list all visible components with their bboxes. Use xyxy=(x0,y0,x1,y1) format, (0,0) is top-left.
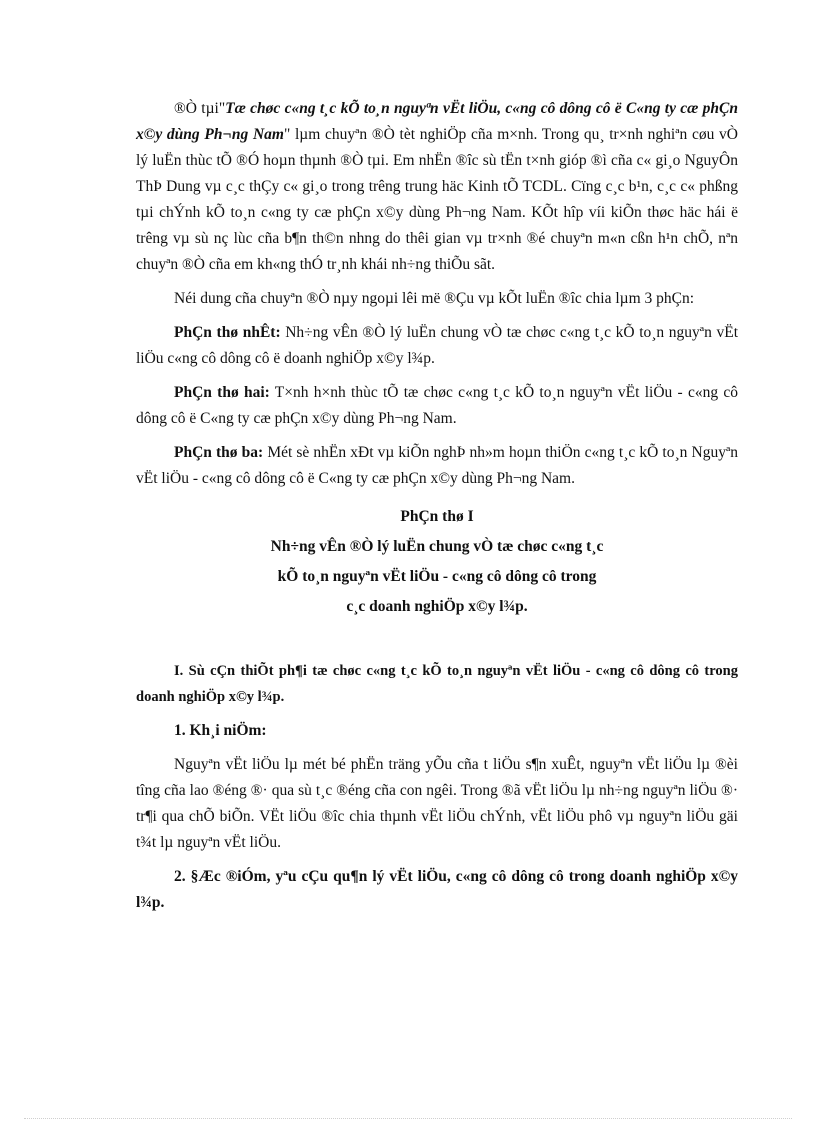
thesis-title: Tæ chøc c«ng t¸c kÕ to¸n nguyªn vËt liÖu, c«ng cô dông cô ë C«ng ty cæ phÇn x©y dùng Ph¬ng Nam xyxy=(136,100,739,143)
part-3-label: PhÇn thø ba: xyxy=(174,444,264,461)
structure-intro: Néi dung cña chuyªn ®Ò nµy ngoµi lêi më ®Çu vµ kÕt luËn ®îc chia lµm 3 phÇn: xyxy=(174,290,695,307)
part-2-label: PhÇn thø hai: xyxy=(174,384,270,401)
part-1 xyxy=(136,320,738,372)
subsection-2-heading: 2. §Æc ®iÓm, yªu cÇu qu¶n lý vËt liÖu, c«ng cô dông cô trong doanh nghiÖp x©y l¾p. xyxy=(136,868,738,911)
part-1-label: PhÇn thø nhÊt: xyxy=(174,324,281,341)
subsection-1-heading: 1. Kh¸i niÖm: xyxy=(174,722,267,739)
part-2-text: T×nh h×nh thùc tÕ tæ chøc c«ng t¸c kÕ to¸n nguyªn vËt liÖu - c«ng cô dông cô ë C«ng ty cæ phÇn x©y dùng Ph¬ng Nam. xyxy=(136,384,738,427)
intro-paragraph xyxy=(136,96,738,278)
chapter-title-line-2: kÕ to¸n nguyªn vËt liÖu - c«ng cô dông cô trong xyxy=(277,568,597,585)
section-1-heading: I. Sù cÇn thiÕt ph¶i tæ chøc c«ng t¸c kÕ to¸n nguyªn vËt liÖu - c«ng cô dông cô trong doanh nghiÖp x©y l¾p. xyxy=(136,663,738,705)
intro-rest: " lµm chuyªn ®Ò tèt nghiÖp cña m×nh. Trong qu¸ tr×nh nghiªn cøu vÒ lý luËn thùc tÕ ®Ó hoµn thµnh ®Ò tµi. Em nhËn ®îc sù tËn t×nh gióp ®ì cña c« gi¸o NguyÔn ThÞ Dung vµ c¸c thÇy c« gi¸o trong trêng trung häc Kinh tÕ TCDL. Cïng c¸c b¹n, c¸c c« phßng tµi chÝnh kÕ to¸n c«ng ty cæ phÇn x©y dùng Ph¬ng Nam. KÕt hîp víi kiÕn thøc häc hái ë trêng vµ sù nç lùc cña b¶n th©n nhng do thêi gian vµ tr×nh ®é chuyªn m«n cßn h¹n chÕ, nªn chuyªn ®Ò cña em kh«ng thÓ tr¸nh khái nh÷ng thiÕu sãt. xyxy=(136,126,738,273)
chapter-title-line-3: c¸c doanh nghiÖp x©y l¾p. xyxy=(346,598,528,615)
document-page xyxy=(136,96,738,916)
chapter-heading: PhÇn thø I xyxy=(400,508,474,525)
chapter-title-line-1: Nh÷ng vÊn ®Ò lý luËn chung vÒ tæ chøc c«ng t¸c xyxy=(270,538,604,555)
part-3 xyxy=(136,440,738,492)
part-1-text: Nh÷ng vÊn ®Ò lý luËn chung vÒ tæ chøc c«ng t¸c kÕ to¸n nguyªn vËt liÖu c«ng cô dông cô ë doanh nghiÖp x©y l¾p. xyxy=(136,324,738,367)
subsection-1-text: Nguyªn vËt liÖu lµ mét bé phËn träng yÕu cña t liÖu s¶n xuÊt, nguyªn vËt liÖu lµ ®èi tîng cña lao ®éng ®· qua sù t¸c ®éng cña con ngêi. Trong ®ã vËt liÖu lµ nh÷ng nguyªn liÖu ®· tr¶i qua chÕ biÕn. VËt liÖu ®îc chia thµnh vËt liÖu chÝnh, vËt liÖu phô vµ nguyªn liÖu gäi t¾t lµ nguyªn vËt liÖu. xyxy=(136,756,738,851)
intro-lead: ®Ò tµi" xyxy=(174,100,226,117)
page-bottom-rule xyxy=(24,1118,792,1119)
part-3-text: Mét sè nhËn xÐt vµ kiÕn nghÞ nh»m hoµn thiÖn c«ng t¸c kÕ to¸n Nguyªn vËt liÖu - c«ng cô dông cô ë C«ng ty cæ phÇn x©y dùng Ph¬ng Nam. xyxy=(136,444,738,487)
part-2 xyxy=(136,380,738,432)
